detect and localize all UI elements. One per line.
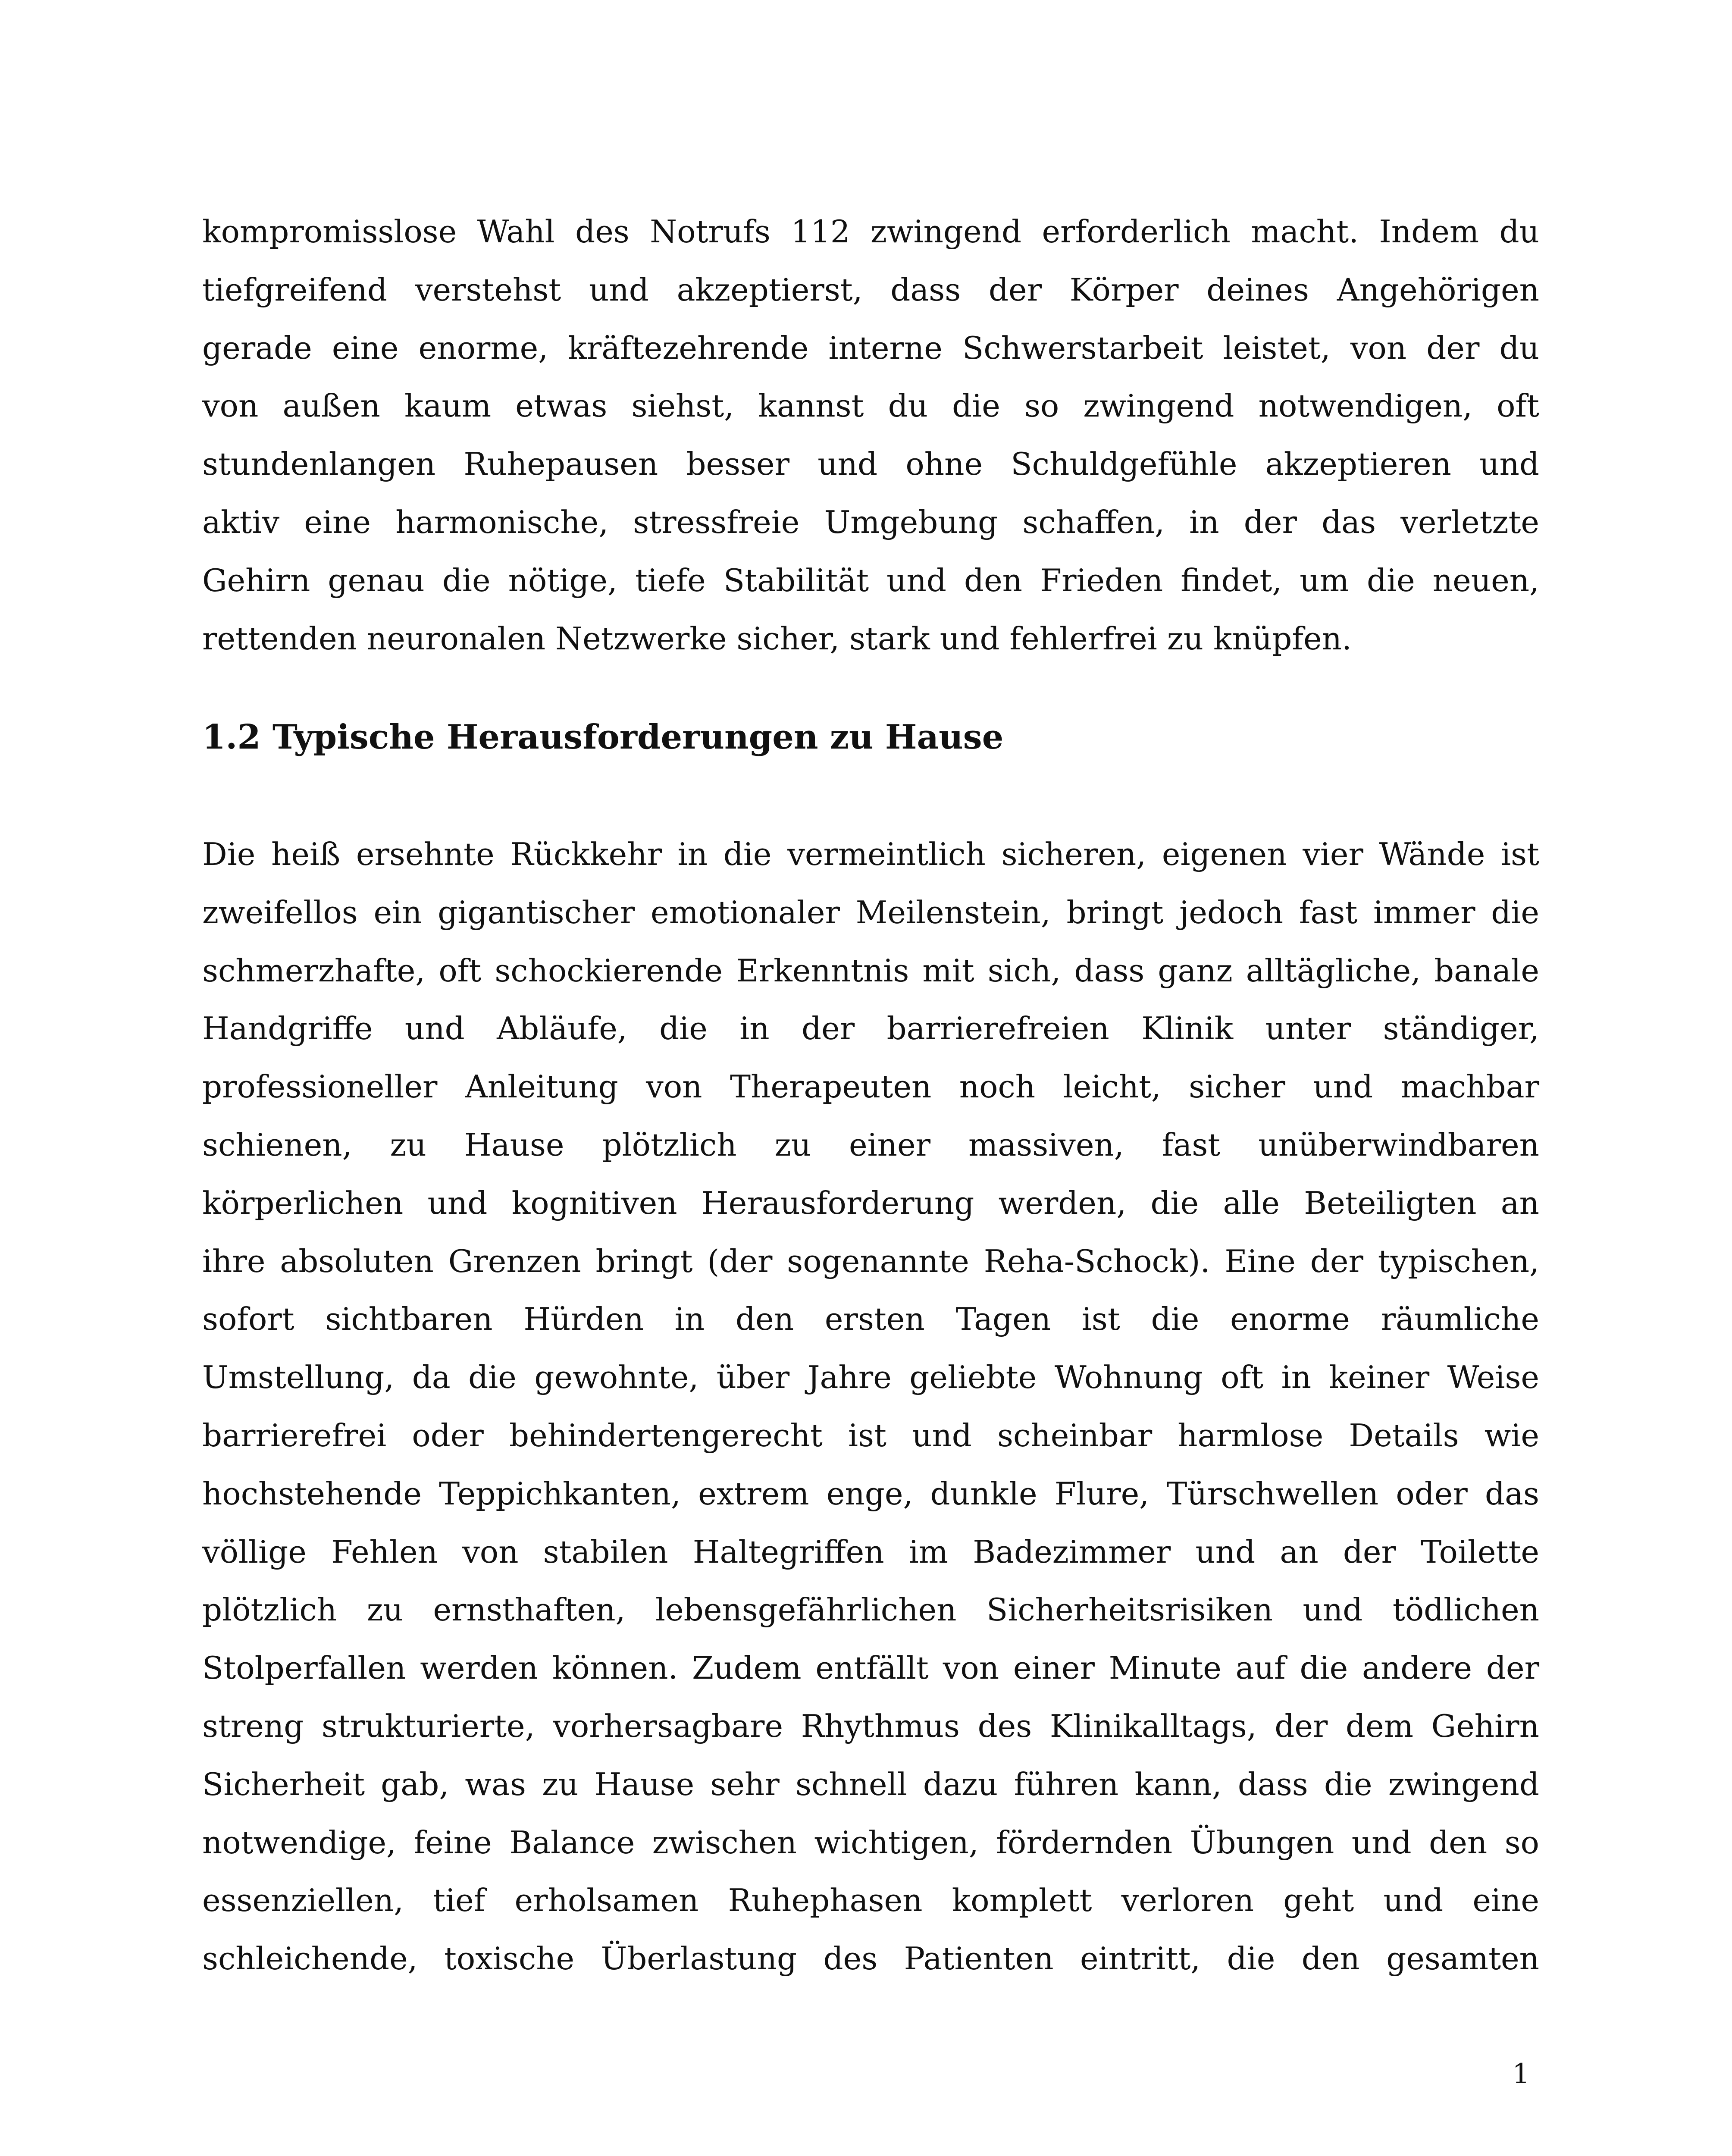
paragraph-line: Sicherheit gab, was zu Hause sehr schnell dazu führen kann, dass die zwingend [202,1766,1539,1802]
paragraph-line: essenziellen, tief erholsamen Ruhephasen komplett verloren geht und eine [202,1882,1539,1919]
paragraph-line: Die heiß ersehnte Rückkehr in die vermeintlich sicheren, eigenen vier Wände ist [202,836,1539,872]
paragraph-line: gerade eine enorme, kräftezehrende interne Schwerstarbeit leistet, von der du [202,329,1539,366]
paragraph-line: Stolperfallen werden können. Zudem entfällt von einer Minute auf die andere der [202,1650,1539,1686]
paragraph-line: Gehirn genau die nötige, tiefe Stabilität und den Frieden findet, um die neuen, [202,562,1539,599]
paragraph-line: schienen, zu Hause plötzlich zu einer massiven, fast unüberwindbaren [202,1126,1539,1163]
paragraph-line: notwendige, feine Balance zwischen wichtigen, fördernden Übungen und den so [202,1824,1539,1861]
paragraph-line: Umstellung, da die gewohnte, über Jahre geliebte Wohnung oft in keiner Weise [202,1359,1539,1396]
section-heading: 1.2 Typische Herausforderungen zu Hause [202,718,1004,757]
paragraph-line: plötzlich zu ernsthaften, lebensgefährlichen Sicherheitsrisiken und tödlichen [202,1592,1539,1628]
paragraph-line: tiefgreifend verstehst und akzeptierst, dass der Körper deines Angehörigen [202,271,1539,308]
paragraph-line: aktiv eine harmonische, stressfreie Umgebung schaffen, in der das verletzte [202,504,1539,540]
paragraph-line: von außen kaum etwas siehst, kannst du die so zwingend notwendigen, oft [202,388,1539,424]
paragraph-line: rettenden neuronalen Netzwerke sicher, stark und fehlerfrei zu knüpfen. [202,620,1352,657]
body-paragraph [202,203,1539,667]
paragraph-line: professioneller Anleitung von Therapeuten noch leicht, sicher und machbar [202,1069,1539,1105]
paragraph-line: kompromisslose Wahl des Notrufs 112 zwingend erforderlich macht. Indem du [202,213,1539,250]
paragraph-line: schmerzhafte, oft schockierende Erkenntnis mit sich, dass ganz alltägliche, banale [202,952,1539,989]
body-paragraph [202,825,1539,1988]
paragraph-line: schleichende, toxische Überlastung des Patienten eintritt, die den gesamten [202,1940,1539,1977]
paragraph-line: hochstehende Teppichkanten, extrem enge, dunkle Flure, Türschwellen oder das [202,1475,1539,1512]
paragraph-line: streng strukturierte, vorhersagbare Rhythmus des Klinikalltags, der dem Gehirn [202,1708,1539,1744]
paragraph-line: stundenlangen Ruhepausen besser und ohne Schuldgefühle akzeptieren und [202,446,1539,483]
paragraph-line: zweifellos ein gigantischer emotionaler Meilenstein, bringt jedoch fast immer die [202,894,1539,931]
paragraph-line: körperlichen und kognitiven Herausforderung werden, die alle Beteiligten an [202,1185,1539,1221]
paragraph-line: barrierefrei oder behindertengerecht ist und scheinbar harmlose Details wie [202,1417,1539,1454]
paragraph-line: sofort sichtbaren Hürden in den ersten Tagen ist die enorme räumliche [202,1301,1539,1338]
paragraph-line: völlige Fehlen von stabilen Haltegriffen im Badezimmer und an der Toilette [202,1533,1539,1570]
paragraph-line: ihre absoluten Grenzen bringt (der sogenannte Reha-Schock). Eine der typischen, [202,1243,1539,1279]
page-number: 1 [1512,2058,1530,2090]
paragraph-line: Handgriffe und Abläufe, die in der barrierefreien Klinik unter ständiger, [202,1010,1539,1047]
